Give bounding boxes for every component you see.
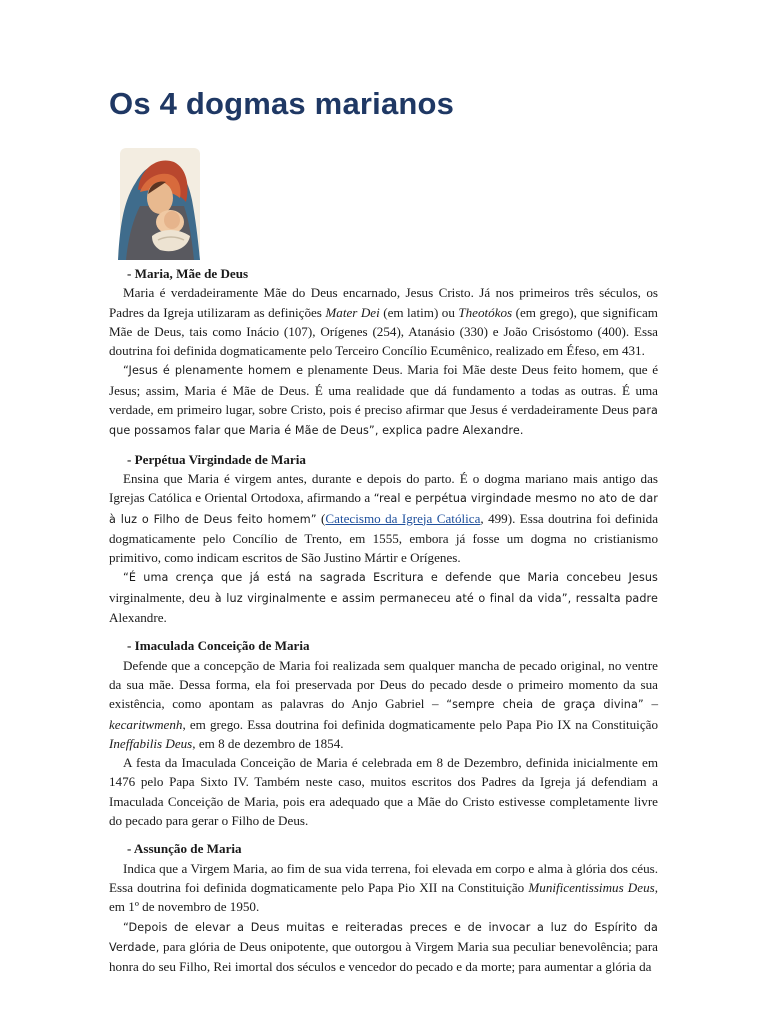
paragraph: Indica que a Virgem Maria, ao fim de sua vida terrena, foi elevada em corpo e alma à glória dos céus. Essa doutrina foi definida dogmaticamente pelo Papa Pio XII na Constituição Munificentissimus Deus, em 1º de novembro de 1950. (109, 860, 658, 915)
page-title: Os 4 dogmas marianos (109, 86, 455, 121)
section-heading-mae-de-deus: - Maria, Mãe de Deus (127, 266, 249, 281)
paragraph: Ensina que Maria é virgem antes, durante e depois do parto. É o dogma mariano mais antigo das Igrejas Católica e Oriental Ortodoxa, afirmando a “real e perpétua virgindade mesmo no ato de dar à luz o Filho de Deus feito homem” (Catecismo da Igreja Católica, 499). Essa doutrina foi definida dogmaticamente pelo Concílio de Trento, em 1555, embora já fosse um dogma no cristianismo primitivo, como indicam escritos de São Justino Mártir e Orígenes. (109, 470, 659, 566)
catecismo-link[interactable]: Catecismo da Igreja Católica (325, 510, 481, 526)
paragraph: “Depois de elevar a Deus muitas e reiteradas preces e de invocar a luz do Espírito da Verdade, para glória de Deus onipotente, que outorgou à Virgem Maria sua peculiar benevolência; para honra do seu Filho, Rei imortal dos séculos e vencedor do pecado e da morte; para aumentar a glória da (109, 920, 658, 975)
section-heading-assuncao: - Assunção de Maria (127, 841, 242, 857)
paragraph: “Jesus é plenamente homem e plenamente Deus. Maria foi Mãe deste Deus feito homem, que é Jesus; assim, Maria é Mãe de Deus. É uma realidade que dá fundamento a todas as outras. É uma verdade, em primeiro lugar, sobre Cristo, pois é preciso afirmar que Jesus é verdadeiramente Deus para que possamos falar que Maria é Mãe de Deus”, explica padre Alexandre. (109, 362, 659, 438)
mary-with-child-image (114, 144, 204, 260)
section-heading-imaculada-conceicao: - Imaculada Conceição de Maria (127, 638, 310, 654)
section-heading-perpetua-virgindade: - Perpétua Virgindade de Maria (127, 451, 306, 467)
article-body (109, 264, 658, 976)
paragraph: “É uma crença que já está na sagrada Escritura e defende que Maria concebeu Jesus virginalmente, deu à luz virginalmente e assim permaneceu até o final da vida”, ressalta padre Alexandre. (109, 571, 658, 626)
paragraph: Maria é verdadeiramente Mãe do Deus encarnado, Jesus Cristo. Já nos primeiros três séculos, os Padres da Igreja utilizaram as definições Mater Dei (em latim) ou Theotókos (em grego), que significam Mãe de Deus, tais como Inácio (107), Orígenes (254), Atanásio (330) e João Crisóstomo (400). Essa doutrina foi definida dogmaticamente pelo Terceiro Concílio Ecumênico, realizado em Éfeso, em 431. (109, 285, 658, 359)
paragraph: Defende que a concepção de Maria foi realizada sem qualquer mancha de pecado original, no ventre da sua mãe. Dessa forma, ela foi preservada por Deus do pecado desde o primeiro momento da sua existência, como apontam as palavras do Anjo Gabriel – “sempre cheia de graça divina” – kecaritwmenh, em grego. Essa doutrina foi definida dogmaticamente pelo Papa Pio IX na Constituição Ineffabilis Deus, em 8 de dezembro de 1854. (109, 657, 658, 751)
paragraph: A festa da Imaculada Conceição de Maria é celebrada em 8 de Dezembro, definida inicialmente em 1476 pelo Papa Sixto IV. Também neste caso, muitos escritos dos Padres da Igreja já defendiam a Imaculada Conceição de Maria, pois era adequado que a Mãe do Cristo estivesse completamente livre do pecado para gerar o Filho de Deus. (109, 755, 658, 829)
